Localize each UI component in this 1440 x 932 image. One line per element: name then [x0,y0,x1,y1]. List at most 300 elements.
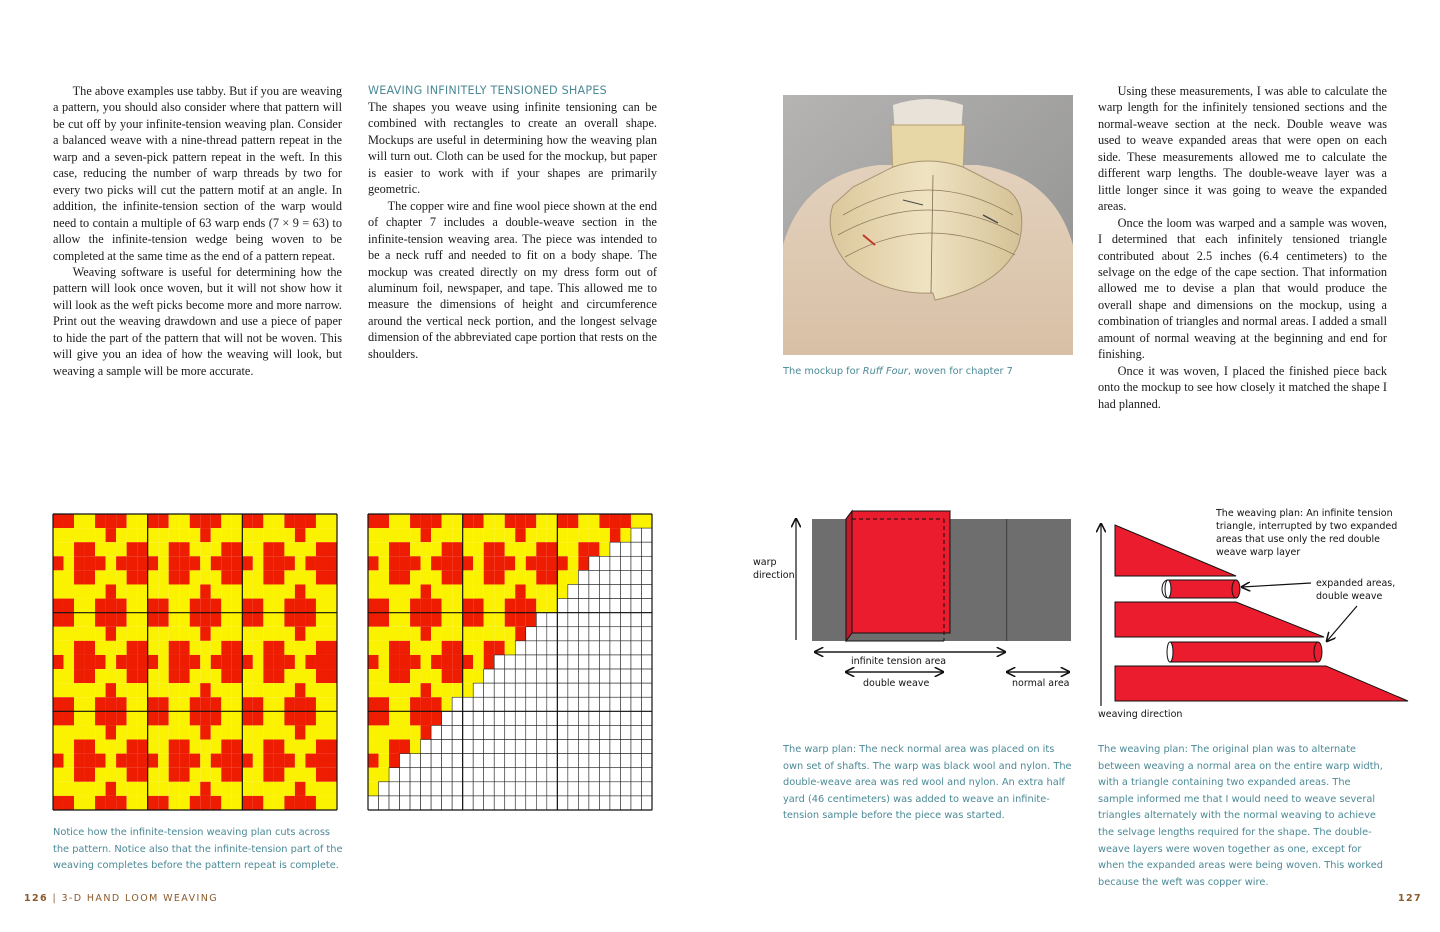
grid-cell [410,768,421,782]
grid-cell [421,599,432,613]
grid-cell [631,627,642,641]
grid-cell [158,584,169,598]
grid-cell [137,655,148,669]
grid-cell [515,570,526,584]
grid-cell [274,683,285,697]
grid-cell [547,528,558,542]
grid-cell [253,754,264,768]
grid-cell [326,655,337,669]
grid-cell [515,655,526,669]
grid-cell [641,570,652,584]
grid-cell [515,528,526,542]
grid-cell [158,782,169,796]
grid-cell [410,754,421,768]
grid-cell [85,782,96,796]
grid-cell [316,768,327,782]
grid-cell [137,796,148,810]
grid-cell [442,584,453,598]
grid-cell [494,725,505,739]
grid-cell [620,768,631,782]
grid-cell [379,528,390,542]
grid-cell [106,584,117,598]
grid-cell [536,514,547,528]
grid-cell [610,711,621,725]
grid-cell [484,711,495,725]
grid-cell [158,570,169,584]
grid-cell [85,627,96,641]
grid-cell [179,725,190,739]
grid-cell [463,570,474,584]
grid-cell [641,725,652,739]
grid-caption: Notice how the infinite-tension weaving plan cuts across the pattern. Notice also that the infinite-tension part of the weaving completes before the pattern repeat is complete. [53,827,343,872]
grid-cell [137,740,148,754]
grid-cell [316,740,327,754]
grid-cell [148,528,159,542]
grid-cell [284,768,295,782]
book-title: 3-D HAND LOOM WEAVING [61,893,218,904]
grid-cell [263,669,274,683]
grid-cell [620,697,631,711]
grid-cell [137,683,148,697]
grid-cell [610,669,621,683]
grid-cell [578,697,589,711]
grid-cell [410,740,421,754]
grid-cell [494,641,505,655]
grid-cell [631,711,642,725]
grid-cell [137,669,148,683]
grid-cell [473,740,484,754]
grid-cell [368,514,379,528]
grid-cell [452,570,463,584]
grid-cell [64,796,75,810]
grid-cell [295,768,306,782]
grid-cell [116,514,127,528]
grid-cell [74,584,85,598]
grid-cell [137,782,148,796]
grid-cell [473,697,484,711]
grid-cell [190,796,201,810]
grid-cell [95,768,106,782]
grid-cell [610,528,621,542]
grid-cell [64,740,75,754]
grid-cell [284,669,295,683]
grid-cell [515,556,526,570]
grid-cell [536,754,547,768]
grid-cell [253,740,264,754]
grid-cell [484,796,495,810]
grid-cell [169,599,180,613]
folio-right [1398,893,1422,904]
grid-cell [253,627,264,641]
grid-cell [316,725,327,739]
grid-cell [568,768,579,782]
grid-cell [568,627,579,641]
grid-cell [179,641,190,655]
grid-cell [158,796,169,810]
grid-cell [557,711,568,725]
grid-cell [53,613,64,627]
grid-cell [253,796,264,810]
grid-cell [158,514,169,528]
grid-cell [620,725,631,739]
grid-cell [179,754,190,768]
grid-cell [169,584,180,598]
double-weave-label: double weave [863,678,930,689]
grid-cell [442,570,453,584]
grid-cell [568,669,579,683]
grid-cell [578,570,589,584]
grid-cell [631,754,642,768]
grid-cell [410,627,421,641]
grid-cell [116,782,127,796]
grid-cell [368,542,379,556]
grid-cell [473,613,484,627]
grid-cell [442,528,453,542]
grid-cell [368,655,379,669]
grid-cell [589,711,600,725]
grid-cell [410,669,421,683]
grid-cell [221,782,232,796]
grid-cell [95,570,106,584]
grid-cell [442,613,453,627]
grid-cell [452,669,463,683]
grid-cell [389,754,400,768]
grid-cell [158,655,169,669]
grid-cell [95,711,106,725]
grid-cell [547,683,558,697]
grid-cell [263,584,274,598]
grid-cell [242,740,253,754]
grid-cell [389,796,400,810]
grid-cell [536,570,547,584]
grid-cell [85,655,96,669]
grid-cell [578,528,589,542]
grid-cell [137,613,148,627]
grid-cell [389,556,400,570]
grid-cell [589,669,600,683]
grid-cell [578,613,589,627]
grid-cell [410,570,421,584]
grid-cell [95,782,106,796]
grid-cell [400,528,411,542]
grid-cell [421,740,432,754]
grid-cell [599,556,610,570]
grid-cell [431,782,442,796]
grid-cell [200,711,211,725]
grid-cell [221,514,232,528]
grid-cell [316,655,327,669]
grid-cell [389,641,400,655]
double-weave-block [852,511,950,633]
grid-cell [211,641,222,655]
grid-cell [547,725,558,739]
grid-cell [158,754,169,768]
grid-cell [316,796,327,810]
grid-cell [526,796,537,810]
grid-cell [610,570,621,584]
grid-cell [557,627,568,641]
grid-cell [568,570,579,584]
grid-cell [211,711,222,725]
grid-cell [74,782,85,796]
grid-cell [148,683,159,697]
grid-cell [127,641,138,655]
grid-cell [106,627,117,641]
grid-cell [536,768,547,782]
grid-cell [442,669,453,683]
grid-cell [568,599,579,613]
grid-cell [536,584,547,598]
grid-cell [253,782,264,796]
grid-cell [452,740,463,754]
grid-cell [379,655,390,669]
grid-cell [169,655,180,669]
grid-cell [473,627,484,641]
grid-cell [295,725,306,739]
grid-cell [137,528,148,542]
grid-cell [452,768,463,782]
grid-cell [221,669,232,683]
paragraph: Once the loom was warped and a sample was woven, I determined that each infinitely tensioned triangle contributed about 2.5 inches (6.4 centimeters) to the selvage on the edge of the cape section. That information allowed me to devise a plan that would produce the overall shape and dimensions on the mockup, using a combination of triangles and normal areas. I added a small amount of normal weaving at the beginning and end for finishing. [1098,215,1387,362]
grid-cell [326,514,337,528]
grid-cell [421,683,432,697]
grid-cell [74,599,85,613]
grid-cell [190,570,201,584]
grid-cell [274,796,285,810]
grid-cell [442,655,453,669]
grid-cell [295,754,306,768]
grid-cell [127,740,138,754]
grid-cell [169,570,180,584]
grid-cell [242,584,253,598]
grid-cell [526,754,537,768]
grid-cell [53,740,64,754]
grid-cell [253,683,264,697]
grid-cell [431,627,442,641]
grid-cell [64,754,75,768]
grid-cell [85,613,96,627]
grid-cell [557,641,568,655]
grid-cell [74,754,85,768]
grid-cell [95,655,106,669]
grid-cell [473,782,484,796]
grid-cell [442,514,453,528]
grid-cell [148,584,159,598]
grid-cell [463,782,474,796]
grid-cell [389,655,400,669]
grid-cell [526,782,537,796]
grid-cell [568,782,579,796]
grid-cell [200,655,211,669]
grid-cell [610,725,621,739]
grid-cell [221,740,232,754]
warp-label: warp [753,557,777,568]
grid-cell [95,641,106,655]
grid-cell [589,725,600,739]
grid-cell [274,570,285,584]
grid-cell [137,768,148,782]
grid-cell [421,711,432,725]
grid-cell [253,514,264,528]
grid-cell [85,669,96,683]
grid-cell [232,782,243,796]
grid-cell [169,683,180,697]
grid-cell [368,697,379,711]
grid-cell [442,782,453,796]
grid-cell [578,542,589,556]
grid-cell [190,669,201,683]
grid-cell [305,613,316,627]
grid-cell [526,725,537,739]
grid-cell [158,740,169,754]
grid-cell [116,740,127,754]
grid-cell [547,740,558,754]
grid-cell [389,768,400,782]
grid-cell [242,542,253,556]
grid-cell [641,711,652,725]
grid-cell [641,613,652,627]
grid-cell [127,584,138,598]
grid-cell [400,556,411,570]
grid-cell [400,613,411,627]
grid-cell [484,542,495,556]
grid-cell [53,556,64,570]
grid-cell [400,796,411,810]
grid-cell [547,556,558,570]
grid-cell [53,584,64,598]
grid-cell [463,584,474,598]
grid-cell [494,683,505,697]
grid-cell [421,542,432,556]
grid-cell [305,599,316,613]
grid-cell [421,669,432,683]
grid-cell [368,584,379,598]
grid-cell [64,556,75,570]
grid-cell [368,613,379,627]
grid-cell [242,655,253,669]
grid-cell [368,782,379,796]
grid-cell [431,683,442,697]
grid-cell [74,514,85,528]
grid-cell [578,768,589,782]
grid-cell [547,796,558,810]
grid-cell [64,613,75,627]
grid-cell [232,514,243,528]
grid-cell [557,528,568,542]
grid-cell [116,796,127,810]
grid-cell [274,711,285,725]
grid-cell [494,556,505,570]
grid-cell [400,782,411,796]
grid-cell [452,697,463,711]
grid-cell [53,669,64,683]
grid-cell [389,782,400,796]
grid-cell [610,796,621,810]
grid-cell [620,683,631,697]
grid-cell [515,754,526,768]
grid-cell [95,754,106,768]
grid-cell [463,627,474,641]
grid-cell [179,796,190,810]
grid-cell [305,683,316,697]
grid-cell [158,528,169,542]
grid-cell [526,528,537,542]
grid-cell [610,768,621,782]
grid-cell [473,584,484,598]
grid-cell [610,655,621,669]
grid-cell [620,655,631,669]
grid-cell [74,796,85,810]
grid-cell [431,796,442,810]
grid-cell [536,556,547,570]
grid-cell [515,782,526,796]
grid-cell [232,796,243,810]
grid-cell [148,655,159,669]
grid-cell [95,627,106,641]
grid-cell [410,725,421,739]
right-column [1098,83,1387,412]
grid-cell [484,556,495,570]
grid-cell [578,740,589,754]
grid-cell [557,782,568,796]
grid-cell [463,556,474,570]
grid-cell [284,599,295,613]
grid-cell [421,613,432,627]
grid-cell [379,754,390,768]
grid-cell [127,514,138,528]
grid-cell [526,655,537,669]
grid-cell [473,655,484,669]
grid-cell [116,655,127,669]
grid-cell [200,528,211,542]
grid-cell [158,697,169,711]
grid-cell [242,683,253,697]
grid-cell [64,683,75,697]
grid-cell [494,711,505,725]
plan-note-line: weave warp layer [1216,547,1301,558]
grid-cell [578,514,589,528]
grid-cell [179,711,190,725]
grid-cell [200,641,211,655]
grid-cell [284,697,295,711]
grid-cell [631,740,642,754]
grid-cell [568,584,579,598]
grid-cell [190,599,201,613]
grid-cell [74,711,85,725]
grid-cell [400,754,411,768]
grid-cell [232,641,243,655]
grid-cell [326,613,337,627]
grid-cell [74,627,85,641]
grid-cell [116,711,127,725]
grid-cell [127,711,138,725]
grid-cell [421,725,432,739]
grid-cell [557,697,568,711]
grid-cell [484,683,495,697]
grid-cell [253,613,264,627]
grid-cell [463,669,474,683]
grid-cell [106,754,117,768]
grid-cell [169,796,180,810]
grid-cell [263,683,274,697]
grid-cell [85,740,96,754]
grid-cell [368,683,379,697]
grid-cell [400,627,411,641]
grid-cell [379,725,390,739]
grid-cell [95,514,106,528]
grid-cell [148,711,159,725]
grid-cell [106,683,117,697]
